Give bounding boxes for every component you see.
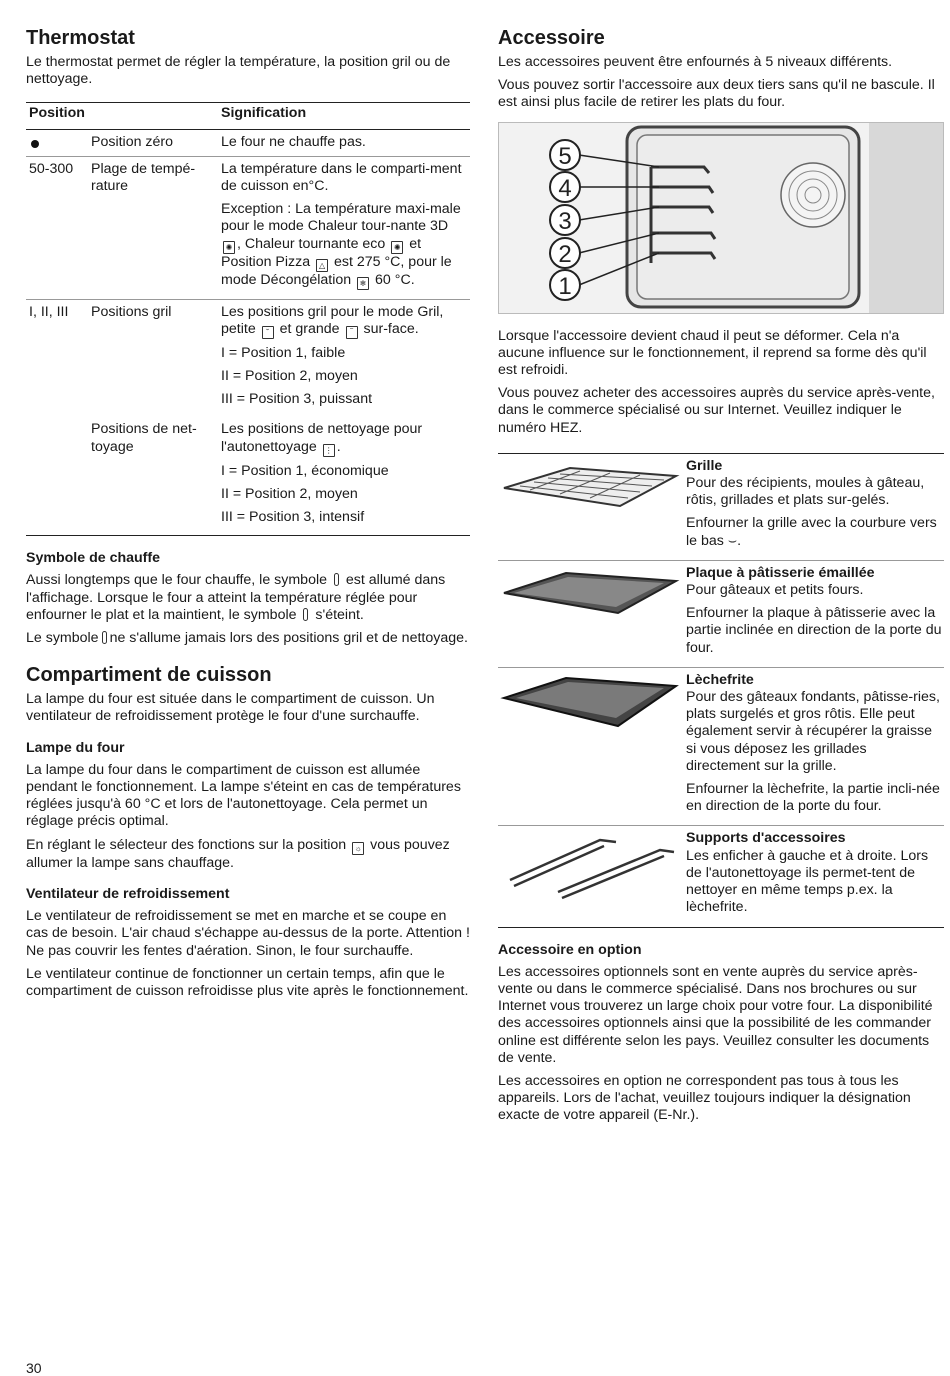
heat-p1-c: s'éteint. xyxy=(315,606,364,623)
left-column xyxy=(26,26,470,1006)
option-title: Accessoire en option xyxy=(498,941,642,958)
table-row xyxy=(26,299,470,417)
heat-p2-a: Le symbole xyxy=(26,630,99,647)
option-p2: Les accessoires en option ne correspondent pas tous à tous les appareils. Lors de l'achat, veuillez toujours indiquer la désignation exacte de votre appareil (E-Nr.). xyxy=(498,1072,911,1124)
level-2-label: 2 xyxy=(558,240,572,268)
accessoire-p1: Les accessoires peuvent être enfournés à 5 niveaux différents. xyxy=(498,54,893,70)
row-grill-label: Positions gril xyxy=(91,303,172,320)
level-3-label: 3 xyxy=(558,207,572,235)
lechefrite-desc: Pour des gâteaux fondants, pâtisse-ries, plats surgelés et gros rôtis. Elle peut également servir à récupérer la graisse si vous déposez les grillades directement sur la grille. xyxy=(686,689,940,774)
thermostat-table xyxy=(26,102,470,536)
clean-level-2: II = Position 2, moyen xyxy=(221,485,358,502)
grill-text-b: et grande xyxy=(279,320,340,337)
row-zero-label: Position zéro xyxy=(88,129,218,156)
thermometer-icon xyxy=(334,573,339,586)
clean-text-b: . xyxy=(336,438,341,455)
heat-symbol-title: Symbole de chauffe xyxy=(26,550,161,567)
curve-down-icon: ⌣ xyxy=(727,532,738,549)
rack-supports-image xyxy=(500,830,680,900)
heat-p1-a: Aussi longtemps que le four chauffe, le symbole xyxy=(26,572,327,589)
plaque-instr: Enfourner la plaque à pâtisserie avec la partie inclinée en direction de la porte du four. xyxy=(686,605,942,656)
grill-level-1: I = Position 1, faible xyxy=(221,344,346,361)
hot-air-eco-icon: ✺ xyxy=(391,241,403,254)
exception-text-c: et Position Pizza xyxy=(221,235,422,270)
grill-level-3: III = Position 3, puissant xyxy=(221,391,373,408)
supports-desc: Les enficher à gauche et à droite. Lors de l'autonettoyage ils permet-tent de nettoyer en même temps p.ex. la lèchefrite. xyxy=(686,847,929,916)
grill-level-2: II = Position 2, moyen xyxy=(221,368,358,385)
lamp-p2-a: En réglant le sélecteur des fonctions sur la position xyxy=(26,836,347,853)
small-grill-icon: ˘ xyxy=(262,326,274,339)
table-row xyxy=(26,156,470,299)
heat-symbol-p2 xyxy=(26,630,470,647)
option-p1: Les accessoires optionnels sont en vente auprès du service après-vente ou dans le commerce spécialisé. Dans nos brochures ou sur Internet vous trouverez un large choix pour votre four. La disponibilité des accessoires optionnels ainsi que la possibilité de les commander online est différente selon les pays. Veuillez consulter les documents de vente. xyxy=(498,963,933,1066)
lechefrite-instr: Enfourner la lèchefrite, la partie incli-née en direction de la porte du four. xyxy=(686,781,940,815)
lamp-p1: La lampe du four dans le compartiment de cuisson est allumée pendant le fonctionnement. La lampe s'éteint en cas de températures réglées jusqu'à 60 °C et lors de l'autonettoyage. Cela permet un réglage précis optimal. xyxy=(26,761,461,830)
grille-instr xyxy=(686,515,942,549)
plaque-name: Plaque à pâtisserie émaillée xyxy=(686,564,875,581)
fan-title: Ventilateur de refroidissement xyxy=(26,885,230,902)
grille-desc: Pour des récipients, moules à gâteau, rôtis, grillades et plats sur-gelés. xyxy=(686,475,925,509)
row-zero-meaning: Le four ne chauffe pas. xyxy=(218,129,470,156)
col-signification-header: Signification xyxy=(218,103,470,129)
exception-text-d: est 275 °C, pour le mode Décongélation xyxy=(221,253,452,288)
grille-instr-text: Enfourner la grille avec la courbure vers le bas xyxy=(686,515,937,549)
fan-p1: Le ventilateur de refroidissement se met en marche et se coupe en cas de besoin. L'air chaud s'échappe au-dessus de la porte. Attention ! Ne pas couvrir les fentes d'aération. Sinon, le four surchauffe. xyxy=(26,908,470,959)
drip-pan-image xyxy=(500,672,680,732)
fan-p2: Le ventilateur continue de fonctionner un certain temps, afin que le compartiment de cuisson refroidisse plus vite après le fonctionnement. xyxy=(26,965,469,999)
row-grill-pos: I, II, III xyxy=(29,303,69,320)
accessoire-p3: Lorsque l'accessoire devient chaud il peut se déformer. Cela n'a aucune influence sur le fonctionnement, il reprend sa forme dès qu'il est refroidi. xyxy=(498,327,927,379)
row-clean-label: Positions de net-toyage xyxy=(88,417,218,535)
grille-instr-end: . xyxy=(737,532,742,549)
right-column xyxy=(498,26,944,1131)
oven-levels-illustration xyxy=(499,123,943,313)
zero-dot-icon xyxy=(31,140,39,148)
lamp-title: Lampe du four xyxy=(26,739,125,756)
heat-symbol-p1 xyxy=(26,572,470,624)
hot-air-3d-icon: ✺ xyxy=(223,241,235,254)
self-clean-icon: ⋮ xyxy=(324,445,333,455)
lamp-p2 xyxy=(26,837,470,872)
level-5-label: 5 xyxy=(558,142,572,170)
row-grill-meaning xyxy=(221,304,467,339)
table-row xyxy=(498,667,944,826)
supports-name: Supports d'accessoires xyxy=(686,830,846,847)
level-1-label: 1 xyxy=(558,272,572,300)
thermostat-intro: Le thermostat permet de régler la température, la position gril ou de nettoyage. xyxy=(26,54,451,88)
thermostat-title: Thermostat xyxy=(26,27,135,49)
lamp-p2-b: vous pouvez allumer la lampe sans chauffage. xyxy=(26,836,450,871)
thermometer-icon xyxy=(102,631,107,644)
grille-name: Grille xyxy=(686,457,723,474)
table-row xyxy=(26,129,470,156)
compartment-title: Compartiment de cuisson xyxy=(26,664,272,687)
large-grill-icon: ‾ xyxy=(346,326,358,339)
table-row xyxy=(26,417,470,535)
pizza-icon: △ xyxy=(316,259,328,272)
grille-image xyxy=(500,458,680,514)
level-4-label: 4 xyxy=(558,174,572,202)
baking-tray-image xyxy=(500,565,680,621)
row-temp-meaning: La température dans le comparti-ment de cuisson en°C. xyxy=(221,160,462,195)
table-row xyxy=(498,453,944,560)
exception-text-b: , Chaleur tournante eco xyxy=(237,235,386,252)
thermometer-icon xyxy=(303,608,308,621)
accessoire-p2: Vous pouvez sortir l'accessoire aux deux tiers sans qu'il ne bascule. Il est ainsi plus facile de retirer les plats du four. xyxy=(498,77,935,111)
clean-level-3: III = Position 3, intensif xyxy=(221,509,365,526)
grill-text-c: sur-face. xyxy=(363,320,419,337)
table-row xyxy=(498,560,944,667)
accessoire-title: Accessoire xyxy=(498,27,605,49)
page-number: 30 xyxy=(26,1360,42,1376)
plaque-desc: Pour gâteaux et petits fours. xyxy=(686,582,864,599)
accessoire-p4: Vous pouvez acheter des accessoires auprès du service après-vente, dans le commerce spécialisé ou sur Internet. Veuillez indiquer le numéro HEZ. xyxy=(498,385,935,436)
clean-level-1: I = Position 1, économique xyxy=(221,462,389,479)
row-temp-pos: 50-300 xyxy=(26,156,88,299)
lamp-icon: ☼ xyxy=(352,842,364,855)
exception-text-e: 60 °C. xyxy=(375,271,415,288)
col-position-header: Position xyxy=(26,103,218,129)
row-temp-label: Plage de tempé-rature xyxy=(88,156,218,299)
defrost-icon: ❄ xyxy=(357,277,369,290)
row-temp-exception xyxy=(221,201,467,289)
table-row xyxy=(498,826,944,927)
heat-p2-b: ne s'allume jamais lors des positions gril et de nettoyage. xyxy=(109,630,468,647)
clean-text-a: Les positions de nettoyage pour l'autonettoyage xyxy=(221,421,423,455)
lechefrite-name: Lèchefrite xyxy=(686,671,754,688)
exception-text-a: Exception : La température maxi-male pour le mode Chaleur tour-nante 3D xyxy=(221,201,461,235)
heat-p1-b: est allumé dans l'affichage. Lorsque le four a atteint la température réglée pour enfourner le plat et la maintient, le symbole xyxy=(26,572,446,623)
grill-text-a: Les positions gril pour le mode Gril, petite xyxy=(221,303,444,337)
accessories-table xyxy=(498,453,944,928)
compartment-intro: La lampe du four est située dans le compartiment de cuisson. Un ventilateur de refroidissement protège le four d'une surchauffe. xyxy=(26,691,435,725)
oven-levels-figure xyxy=(498,122,944,314)
row-clean-meaning xyxy=(221,421,467,456)
